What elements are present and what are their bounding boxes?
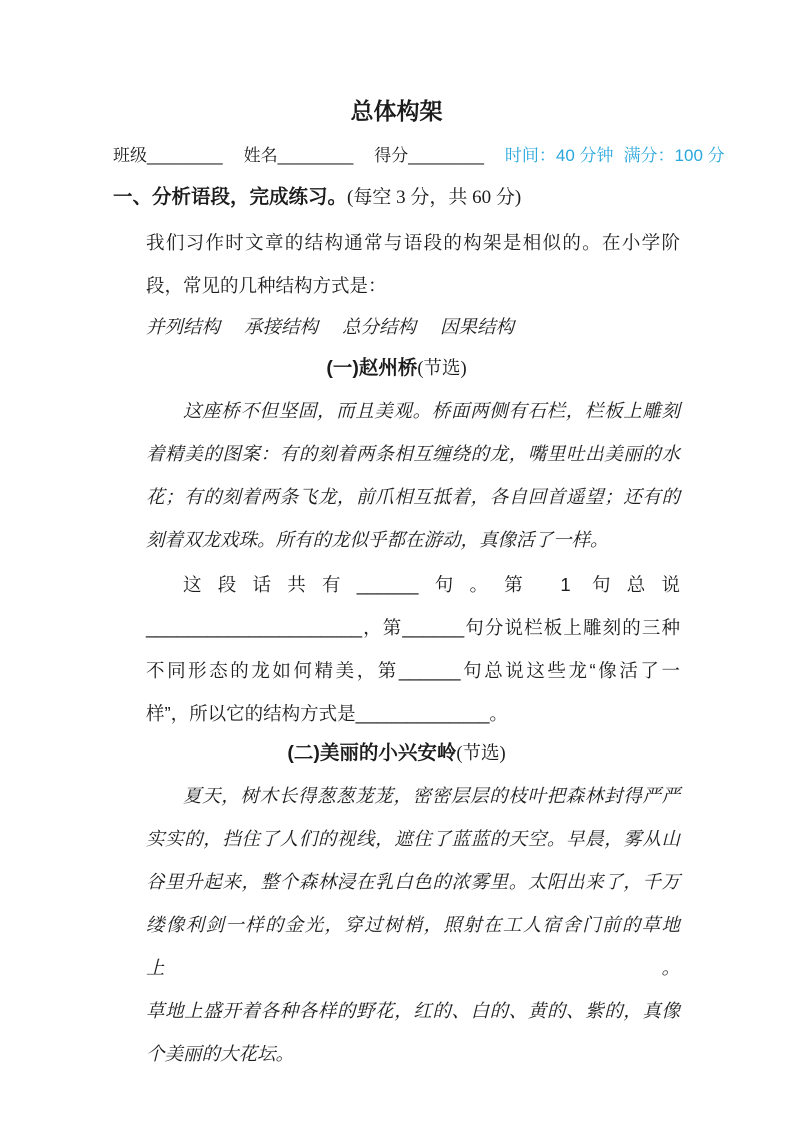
class-label: 班级 xyxy=(113,146,147,165)
intro-line: 我们习作时文章的结构通常与语段的构架是相似的。在小学阶 xyxy=(146,232,680,253)
question-1 xyxy=(146,563,680,735)
class-blank-line: ________ xyxy=(147,146,223,165)
structure-type-item: 总分结构 xyxy=(342,318,417,338)
exam-meta xyxy=(505,144,725,168)
passage-1-text xyxy=(146,391,680,563)
passage-1-line: 这座桥不但坚固，而且美观。桥面两侧有石栏，栏板上雕刻 xyxy=(183,402,680,422)
structure-type-item: 承接结构 xyxy=(244,318,319,338)
section-1-intro xyxy=(146,221,680,307)
passage-2-text xyxy=(146,776,680,1077)
name-label: 姓名 xyxy=(243,146,278,165)
question-1-line: 样”，所以它的结构方式是_____________。 xyxy=(146,703,508,724)
passage-2-line: 草地上盛开着各种各样的野花，红的、白的、黄的、紫的，真像 xyxy=(146,1002,680,1022)
passage-1-line: 花；有的刻着两条飞龙，前爪相互抵着，各自回首遥望；还有的 xyxy=(146,488,680,508)
page-title: 总体构架 xyxy=(350,98,443,124)
question-1-line: 不同形态的龙如何精美，第______句总说这些龙“像活了一 xyxy=(146,660,680,681)
passage-2-line: 缕像利剑一样的金光，穿过树梢，照射在工人宿舍门前的草地上。 xyxy=(146,916,680,979)
passage-2-line: 谷里升起来，整个森林浸在乳白色的浓雾里。太阳出来了，千万 xyxy=(146,873,680,893)
intro-line: 段，常见的几种结构方式是： xyxy=(146,275,387,296)
passage-2-line: 个美丽的大花坛。 xyxy=(146,1045,295,1065)
passage-1-title xyxy=(113,352,680,385)
name-field xyxy=(244,144,354,168)
structure-type-list xyxy=(146,307,680,350)
score-field xyxy=(374,144,484,168)
passage-2-excerpt-note: (节选) xyxy=(456,744,506,764)
section-1-points-note: (每空 3 分，共 60 分) xyxy=(347,187,522,208)
score-blank-line: ________ xyxy=(408,146,484,165)
passage-1-excerpt-note: (节选) xyxy=(417,359,467,379)
section-1-heading xyxy=(113,182,680,213)
class-field xyxy=(113,144,223,168)
structure-type-item: 并列结构 xyxy=(146,318,221,338)
student-info-row xyxy=(113,144,725,168)
score-label: 得分 xyxy=(374,146,409,165)
passage-2-title xyxy=(113,737,680,770)
passage-2-line: 夏天，树木长得葱葱茏茏，密密层层的枝叶把森林封得严严 xyxy=(183,787,680,807)
name-blank-line: ________ xyxy=(277,146,354,165)
question-1-line: _____________________，第______句分说栏板上雕刻的三种 xyxy=(146,617,680,638)
passage-1-line: 着精美的图案：有的刻着两条相互缠绕的龙，嘴里吐出美丽的水 xyxy=(146,445,680,465)
passage-2-title-text: (二)美丽的小兴安岭 xyxy=(287,742,457,764)
question-1-line: 这段话共有______句。第 1 句总说 xyxy=(183,574,680,595)
passage-1-line: 刻着双龙戏珠。所有的龙似乎都在游动，真像活了一样。 xyxy=(146,531,609,551)
structure-type-item: 因果结构 xyxy=(440,318,515,338)
passage-2-line: 实实的，挡住了人们的视线，遮住了蓝蓝的天空。早晨，雾从山 xyxy=(146,830,680,850)
exam-full-score: 满分：100 分 xyxy=(623,146,725,165)
exam-time: 时间：40 分钟 xyxy=(504,146,614,165)
section-1-heading-text: 一、分析语段，完成练习。 xyxy=(113,186,348,208)
passage-1-title-text: (一)赵州桥 xyxy=(326,357,418,379)
